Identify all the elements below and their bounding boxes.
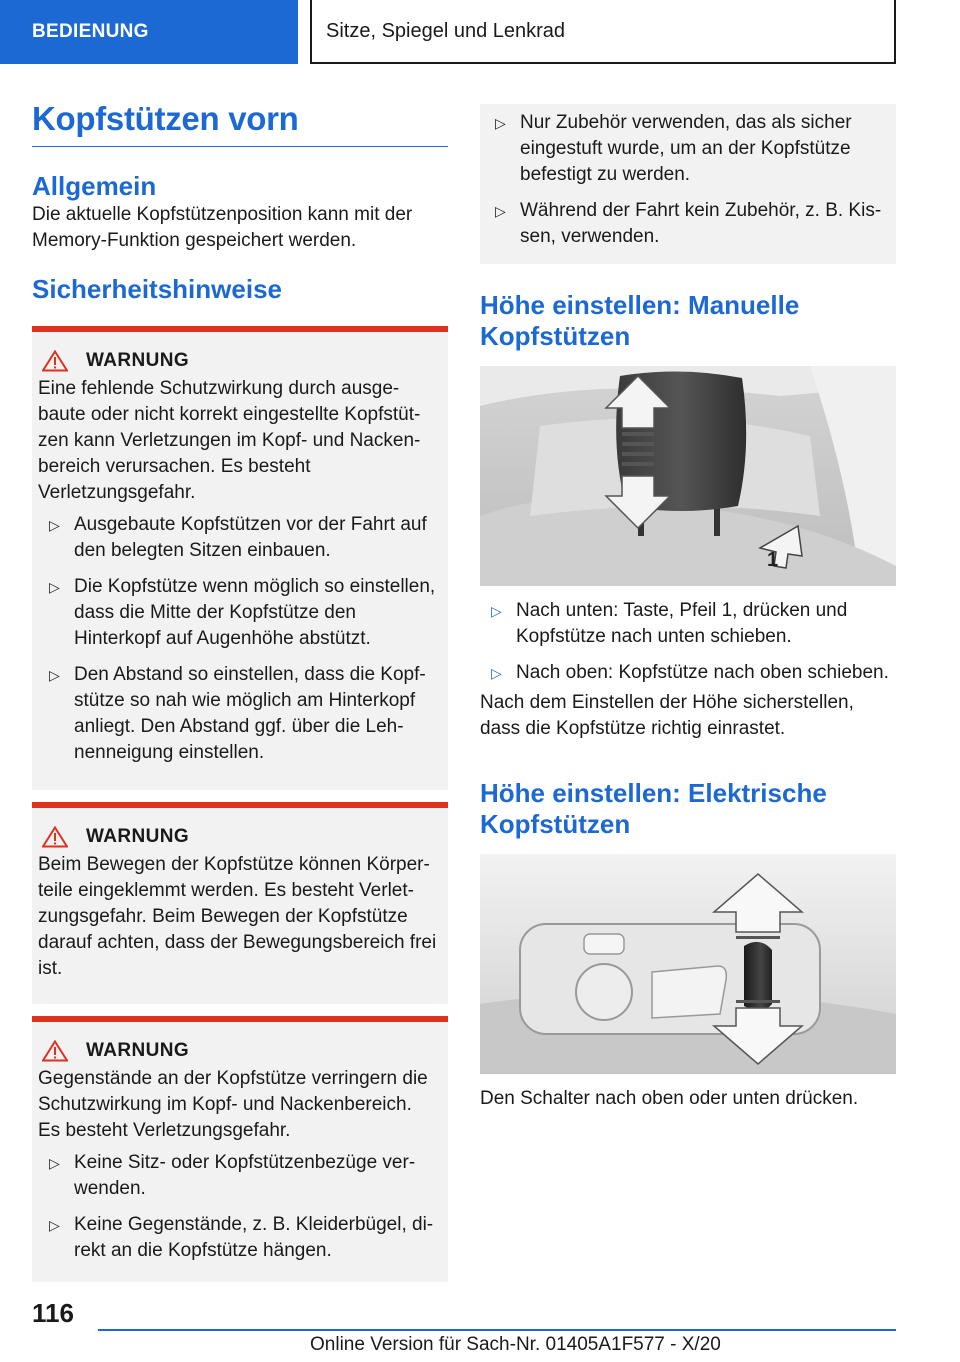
triangle-bullet-icon: ▷ — [495, 115, 506, 131]
warning-box-3 — [32, 1016, 448, 1282]
list-item-text: Ausgebaute Kopfstützen vor der Fahrt auf den belegten Sitzen einbauen. — [74, 514, 427, 561]
warning-triangle-icon — [42, 350, 68, 372]
triangle-bullet-icon: ▷ — [49, 667, 60, 683]
list-item-text: Nach oben: Kopfstütze nach oben schieben. — [516, 662, 889, 683]
triangle-bullet-icon: ▷ — [49, 1217, 60, 1233]
page-number: 116 — [32, 1298, 74, 1328]
warning-text: Gegenstände an der Kopfstütze verringern die Schutzwirkung im Kopf- und Nackenbereich. Es besteht Verletzungsgefahr. — [38, 1068, 428, 1141]
triangle-bullet-icon: ▷ — [491, 603, 502, 619]
triangle-bullet-icon: ▷ — [49, 1155, 60, 1171]
warning-label: WARNUNG — [86, 1040, 190, 1061]
list-item — [38, 1212, 438, 1264]
warning-header — [38, 1040, 438, 1062]
warning-list — [38, 512, 438, 766]
warning-triangle-icon — [42, 1040, 68, 1062]
warning-list — [38, 1150, 438, 1264]
list-item-text: Nach unten: Taste, Pfeil 1, drücken und Kopfstütze nach unten schieben. — [516, 600, 848, 647]
list-item — [480, 660, 896, 686]
figure-manual-headrest — [480, 366, 896, 586]
warning-triangle-icon — [42, 826, 68, 848]
warning-continuation-box — [480, 104, 896, 264]
electric-switch-illustration — [480, 854, 896, 1074]
warning-box-2 — [32, 802, 448, 1004]
manual-steps-list — [480, 598, 896, 686]
list-item-text: Nur Zubehör verwenden, das als sicher eingestuft wurde, um an der Kopfstütze befestigt zu werden. — [520, 112, 852, 185]
warning-box-1 — [32, 326, 448, 790]
list-item — [38, 512, 438, 564]
list-item-text: Während der Fahrt kein Zubehör, z. B. Kissen, verwenden. — [520, 200, 882, 247]
warning-label: WARNUNG — [86, 350, 190, 371]
figure-label-1: 1 — [767, 549, 779, 571]
list-item — [38, 574, 438, 652]
continued-list — [484, 110, 886, 250]
warning-header — [38, 350, 438, 372]
warning-label: WARNUNG — [86, 826, 190, 847]
triangle-bullet-icon: ▷ — [49, 579, 60, 595]
list-item — [38, 1150, 438, 1202]
triangle-bullet-icon: ▷ — [495, 203, 506, 219]
figure-electric-switch — [480, 854, 896, 1074]
list-item — [38, 662, 438, 766]
list-item — [484, 110, 886, 188]
general-text: Die aktuelle Kopfstützenposition kann mit der Memory-Funktion gespeichert werden. — [32, 204, 413, 251]
list-item-text: Den Abstand so einstellen, dass die Kopfstütze so nah wie möglich am Hinterkopf anliegt. Den Abstand ggf. über die Lehnenneigung einstellen. — [74, 664, 426, 763]
heading-safety: Sicherheitshinweise — [32, 274, 282, 304]
footer-online-version: Online Version für Sach-Nr. 01405A1F577 - X/20 — [310, 1334, 721, 1355]
list-item-text: Die Kopfstütze wenn möglich so einstellen, dass die Mitte der Kopfstütze den Hinterkopf auf Augenhöhe abstützt. — [74, 576, 436, 649]
page-title: Kopfstützen vorn — [32, 100, 448, 147]
heading-manual-height: Höhe einstellen: Manuelle Kopfstützen — [480, 290, 800, 351]
list-item-text: Keine Sitz- oder Kopfstützenbezüge verwenden. — [74, 1152, 416, 1199]
chapter-title: Sitze, Spiegel und Lenkrad — [310, 0, 896, 64]
warning-text: Eine fehlende Schutzwirkung durch ausgebaute oder nicht korrekt eingestellte Kopfstützen kann Verletzungen im Kopf- und Nackenbereich verursachen. Es besteht Verletzungsgefahr. — [38, 378, 421, 503]
list-item — [480, 598, 896, 650]
heading-electric-height: Höhe einstellen: Elektrische Kopfstützen — [480, 778, 827, 839]
list-item — [484, 198, 886, 250]
footer-divider — [98, 1329, 896, 1331]
heading-general: Allgemein — [32, 171, 157, 201]
warning-header — [38, 826, 438, 848]
section-tab: BEDIENUNG — [0, 0, 298, 64]
list-item-text: Keine Gegenstände, z. B. Kleiderbügel, direkt an die Kopfstütze hängen. — [74, 1214, 434, 1261]
triangle-bullet-icon: ▷ — [491, 665, 502, 681]
manual-headrest-illustration — [480, 366, 896, 586]
right-column — [480, 100, 896, 1112]
manual-text: Nach dem Einstellen der Höhe sicherstellen, dass die Kopfstütze richtig einrastet. — [480, 692, 854, 739]
electric-text: Den Schalter nach oben oder unten drücken. — [480, 1088, 859, 1109]
left-column — [32, 100, 448, 1282]
warning-text: Beim Bewegen der Kopfstütze können Körperteile eingeklemmt werden. Es besteht Verletzungsgefahr. Beim Bewegen der Kopfstütze darauf achten, dass der Bewegungsbereich frei ist. — [38, 854, 437, 979]
triangle-bullet-icon: ▷ — [49, 517, 60, 533]
